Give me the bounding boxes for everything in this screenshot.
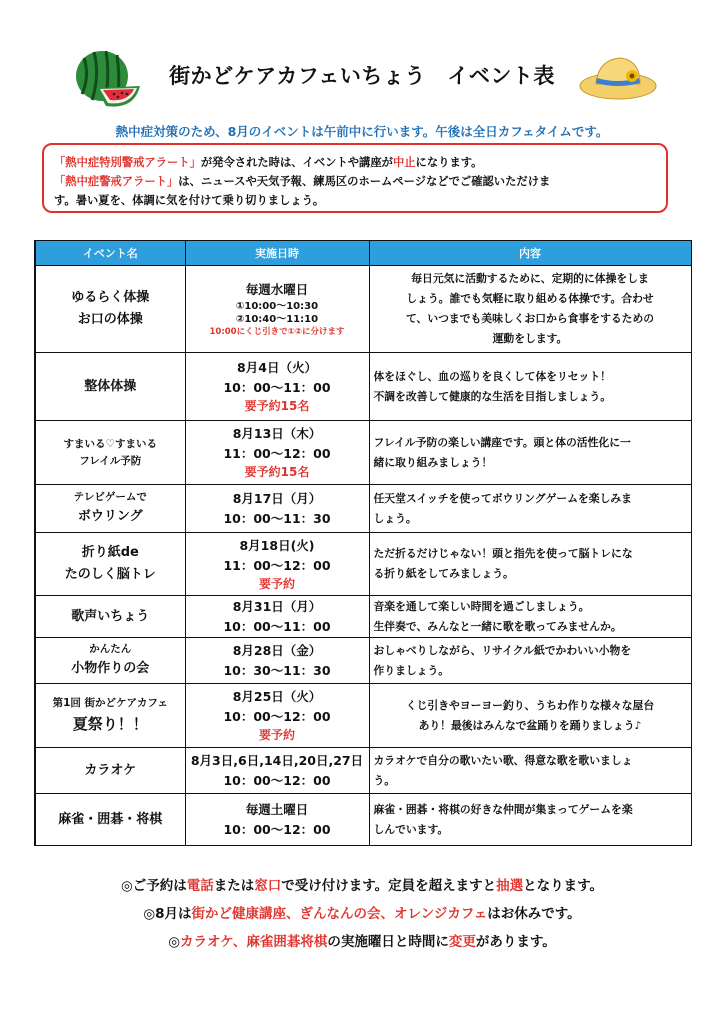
event-content: ただ折るだけじゃない！頭と指先を使って脳トレにな る折り紙をしてみましょう。 <box>369 533 691 596</box>
alert-line-3: す。暑い夏を、体調に気を付けて乗り切りましょう。 <box>54 194 325 207</box>
table-row <box>35 353 691 421</box>
event-content: フレイル予防の楽しい講座です。頭と体の活性化に一 緒に取り組みましょう！ <box>369 421 691 485</box>
table-row <box>35 596 691 638</box>
event-date: 8月3日,6日,14日,20日,27日 <box>190 752 364 768</box>
event-content: 毎日元気に活動するために、定期的に体操をしま しょう。誰でも気軽に取り組める体操です。合わせ て、いつまでも美味しくお口から食事をするための 運動をします。 <box>369 266 691 353</box>
event-time: 10：00～11：00 <box>223 380 331 395</box>
reservation-note: 要予約15名 <box>244 465 310 479</box>
table-row <box>35 638 691 684</box>
header-content: 内容 <box>369 241 691 266</box>
heat-notice: 熱中症対策のため、8月のイベントは午前中に行います。午後は全日カフェタイムです。 <box>115 124 609 139</box>
event-name: ゆるらく体操 <box>71 290 150 305</box>
event-time: 10：00～12：00 <box>223 821 331 837</box>
straw-hat-icon <box>578 50 658 102</box>
event-content: カラオケで自分の歌いたい歌、得意な歌を歌いましょ う。 <box>369 748 691 794</box>
event-time: 11：00～12：00 <box>223 446 331 461</box>
event-time: ①10:00～10:30 <box>235 300 319 312</box>
event-name: 麻雀・囲碁・将棋 <box>58 811 163 827</box>
event-content: くじ引きやヨーヨー釣り、うちわ作りな様々な屋台 あり！最後はみんなで盆踊りを踊りましょう♪ <box>369 684 691 748</box>
event-date: 8月31日（月） <box>232 598 322 614</box>
event-content: 麻雀・囲碁・将棋の好きな仲間が集まってゲームを楽 しんでいます。 <box>369 794 691 846</box>
event-date: 8月28日（金） <box>232 642 322 658</box>
event-time: 10：00～11：00 <box>223 618 331 634</box>
page-title: 街かどケアカフェいちょう イベント表 <box>169 64 555 88</box>
table-row <box>35 533 691 596</box>
event-date: 8月25日（火） <box>232 689 322 704</box>
event-name: 折り紙de <box>81 545 139 560</box>
table-row <box>35 794 691 846</box>
reservation-note: 要予約15名 <box>244 399 310 413</box>
event-name: 小物作りの会 <box>71 661 150 676</box>
event-time: 10：00～11：30 <box>223 510 331 526</box>
table-row <box>35 748 691 794</box>
header-date: 実施日時 <box>185 241 369 266</box>
event-date: 毎週土曜日 <box>245 801 309 817</box>
event-name: 歌声いちょう <box>71 608 150 624</box>
footer-line-reservation: ◎ご予約は電話または窓口で受け付けます。定員を超えますと抽選となります。 <box>120 878 604 894</box>
event-time: 10：00～12：00 <box>223 772 331 788</box>
reservation-note: 要予約 <box>258 576 295 591</box>
reservation-note: 要予約 <box>258 728 295 742</box>
event-name: かんたん <box>89 643 132 655</box>
event-name: お口の体操 <box>77 312 143 327</box>
event-time: 10：30～11：30 <box>223 662 331 678</box>
event-content: 任天堂スイッチを使ってボウリングゲームを楽しみま しょう。 <box>369 485 691 533</box>
heat-alert-box <box>42 143 668 213</box>
alert-line-1: 「熱中症特別警戒アラート」が発令された時は、イベントや講座が中止になります。 <box>54 156 483 169</box>
event-name: すまいる♡すまいる <box>63 437 157 450</box>
table-row <box>35 421 691 485</box>
event-content: 音楽を通して楽しい時間を過ごしましょう。 生伴奏で、みんなと一緒に歌を歌ってみませんか。 <box>369 596 691 638</box>
event-name: テレビゲームで <box>73 491 147 503</box>
event-name: たのしく脳トレ <box>64 567 156 582</box>
event-time: 10：00～12：00 <box>223 709 331 724</box>
event-name: 第1回 街かどケアカフェ <box>52 697 168 709</box>
event-time: ②10:40～11:10 <box>235 313 319 325</box>
table-row <box>35 684 691 748</box>
table-row <box>35 485 691 533</box>
event-name: カラオケ <box>84 762 137 778</box>
event-name: 夏祭り！！ <box>72 715 148 733</box>
event-content: おしゃべりしながら、リサイクル紙でかわいい小物を 作りましょう。 <box>369 638 691 684</box>
event-date: 8月18日(火) <box>239 537 315 553</box>
footer-line-closures: ◎8月は街かど健康講座、ぎんなんの会、オレンジカフェはお休みです。 <box>143 906 581 922</box>
event-note: 10:00にくじ引きで①②に分けます <box>209 326 345 337</box>
event-content: 体をほぐし、血の巡りを良くして体をリセット！ 不調を改善して健康的な生活を目指しましょう。 <box>369 353 691 421</box>
event-time: 11：00～12：00 <box>223 557 331 573</box>
event-date: 毎週水曜日 <box>245 281 309 297</box>
event-name: ボウリング <box>77 509 143 524</box>
alert-line-2: 「熱中症警戒アラート」は、ニュースや天気予報、練馬区のホームページなどでご確認いただけま <box>54 175 551 188</box>
table-row <box>35 266 691 353</box>
event-name: フレイル予防 <box>79 454 142 467</box>
event-name: 整体体操 <box>84 378 137 394</box>
header-event-name: イベント名 <box>35 241 185 266</box>
footer-line-changes: ◎カラオケ、麻雀囲碁将棋の実施曜日と時間に変更があります。 <box>168 934 556 950</box>
event-date: 8月13日（木） <box>232 426 322 441</box>
event-date: 8月4日（火） <box>237 360 317 375</box>
event-date: 8月17日（月） <box>232 490 322 506</box>
event-table <box>34 240 692 846</box>
